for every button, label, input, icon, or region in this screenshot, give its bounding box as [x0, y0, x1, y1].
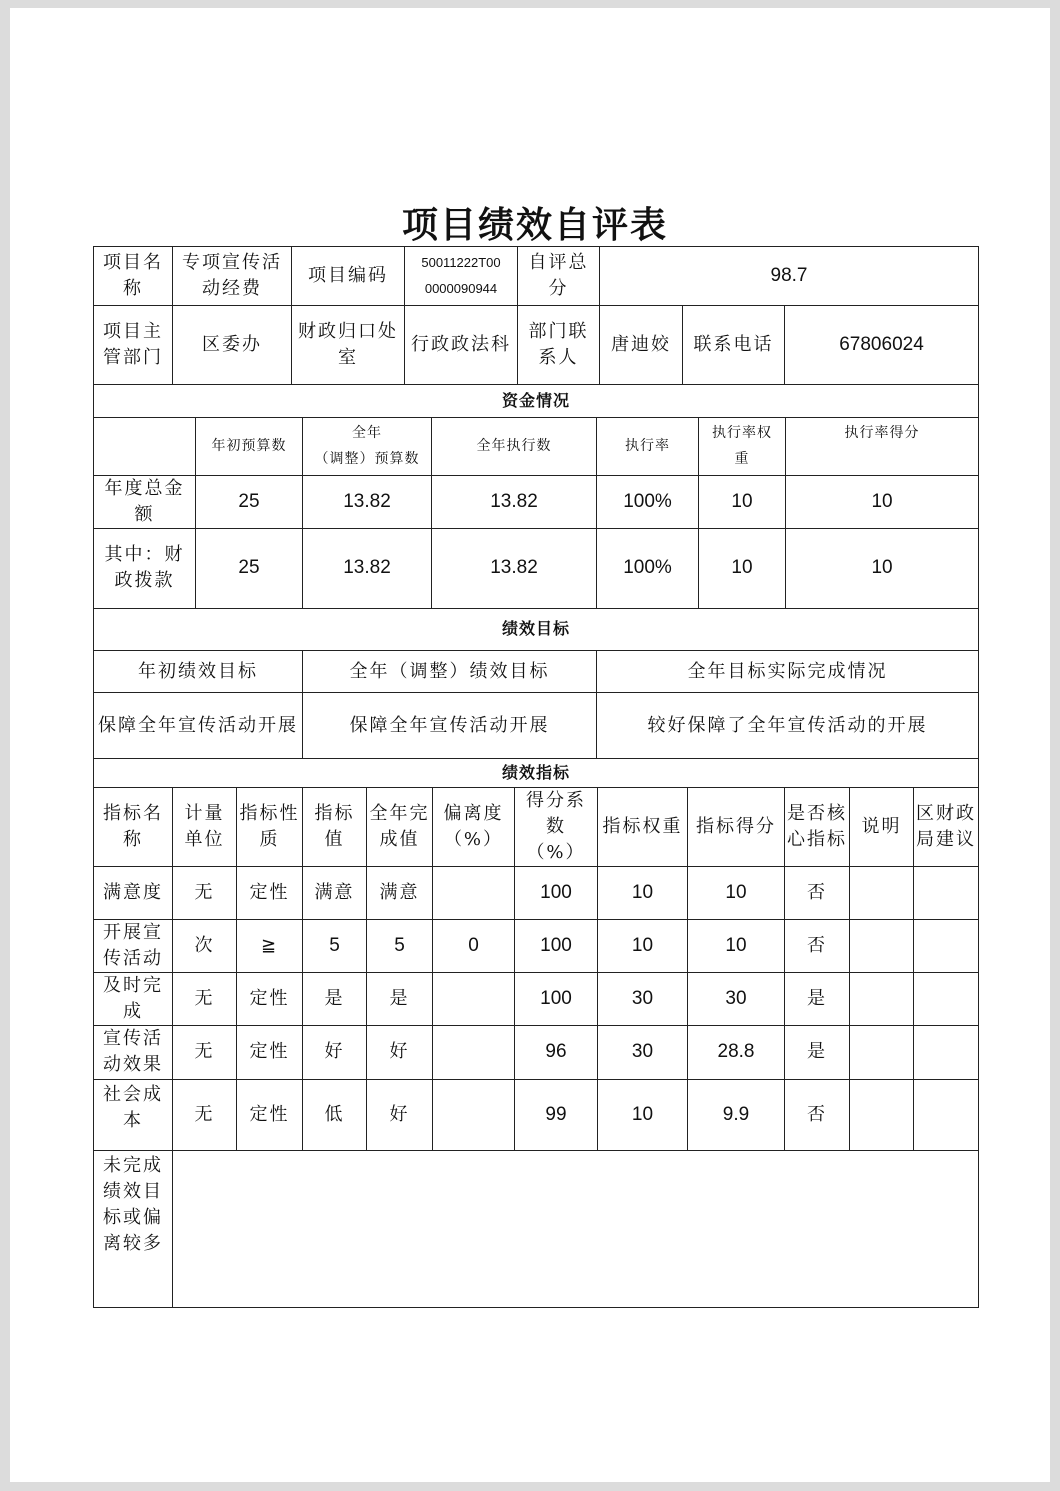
funds-row-executed: 13.82	[432, 475, 597, 528]
ind-weight: 10	[598, 866, 688, 919]
goals-col-adjusted: 全年（调整）绩效目标	[303, 651, 597, 693]
funds-table	[93, 385, 979, 609]
indicator-row	[94, 972, 979, 1025]
ind-deviation	[433, 866, 515, 919]
indicators-table	[93, 759, 979, 1308]
funds-row-executed: 13.82	[432, 528, 597, 608]
ind-weight: 30	[598, 1025, 688, 1079]
ind-weight: 30	[598, 972, 688, 1025]
project-code-line2: 0000090944	[424, 281, 498, 296]
ind-header-score: 指标得分	[688, 787, 785, 866]
goals-col-actual: 全年目标实际完成情况	[597, 651, 979, 693]
ind-header-coef-line2: （%）	[526, 841, 586, 863]
ind-header-deviation	[433, 787, 515, 866]
ind-core: 否	[785, 1079, 850, 1150]
dept-value: 区委办	[173, 306, 292, 385]
funds-row-adjusted: 13.82	[303, 528, 432, 608]
self-score-value: 98.7	[600, 247, 979, 306]
funds-col-weight-line1: 执行率权	[712, 425, 772, 441]
ind-deviation	[433, 972, 515, 1025]
page-title: 项目绩效自评表	[401, 204, 668, 246]
funds-col-rate: 执行率	[597, 417, 699, 475]
contact-value: 唐迪姣	[600, 306, 683, 385]
funds-col-executed: 全年执行数	[432, 417, 597, 475]
ind-header-coef	[515, 787, 598, 866]
funds-row	[94, 528, 979, 608]
indicator-row	[94, 1079, 979, 1150]
indicators-section-title: 绩效指标	[94, 759, 979, 787]
ind-deviation	[433, 1079, 515, 1150]
ind-nature: 定性	[237, 866, 303, 919]
ind-annual: 满意	[367, 866, 433, 919]
ind-note	[850, 1025, 914, 1079]
ind-header-deviation-line1: 偏离度	[443, 802, 504, 824]
contact-label: 部门联系人	[518, 306, 600, 385]
funds-row-rate: 100%	[597, 528, 699, 608]
funds-row-initial: 25	[196, 528, 303, 608]
ind-name: 开展宣传活动	[94, 919, 173, 972]
finance-office-label: 财政归口处室	[292, 306, 405, 385]
ind-core: 否	[785, 919, 850, 972]
ind-header-core: 是否核心指标	[785, 787, 850, 866]
funds-row-score: 10	[786, 475, 979, 528]
ind-annual: 5	[367, 919, 433, 972]
funds-col-weight-line2: 重	[734, 451, 750, 467]
ind-score: 28.8	[688, 1025, 785, 1079]
ind-value: 满意	[303, 866, 367, 919]
funds-row	[94, 475, 979, 528]
ind-core: 否	[785, 866, 850, 919]
phone-value: 67806024	[785, 306, 979, 385]
ind-header-deviation-line2: （%）	[443, 828, 504, 850]
ind-nature: 定性	[237, 972, 303, 1025]
goal-adjusted-text: 保障全年宣传活动开展	[303, 693, 597, 759]
ind-note	[850, 1079, 914, 1150]
ind-score: 30	[688, 972, 785, 1025]
ind-name: 宣传活动效果	[94, 1025, 173, 1079]
unfinished-label: 未完成绩效目标或偏离较多	[94, 1150, 173, 1307]
funds-row-rate: 100%	[597, 475, 699, 528]
goals-col-initial: 年初绩效目标	[94, 651, 303, 693]
ind-header-name: 指标名称	[94, 787, 173, 866]
funds-row-label: 其中：财政拨款	[94, 528, 196, 608]
ind-coef: 100	[515, 919, 598, 972]
ind-advice	[914, 972, 979, 1025]
ind-name: 社会成本	[94, 1079, 173, 1150]
ind-header-annual: 全年完成值	[367, 787, 433, 866]
funds-row-label: 年度总金额	[94, 475, 196, 528]
ind-unit: 无	[173, 1079, 237, 1150]
goal-initial-text: 保障全年宣传活动开展	[94, 693, 303, 759]
funds-section-title: 资金情况	[94, 385, 979, 417]
ind-score: 10	[688, 919, 785, 972]
ind-value: 低	[303, 1079, 367, 1150]
ind-coef: 100	[515, 866, 598, 919]
ind-coef: 96	[515, 1025, 598, 1079]
ind-unit: 无	[173, 972, 237, 1025]
ind-header-unit: 计量单位	[173, 787, 237, 866]
indicator-row	[94, 866, 979, 919]
ind-value: 好	[303, 1025, 367, 1079]
phone-label: 联系电话	[683, 306, 785, 385]
ind-annual: 是	[367, 972, 433, 1025]
ind-header-value: 指标值	[303, 787, 367, 866]
ind-deviation	[433, 1025, 515, 1079]
ind-nature: 定性	[237, 1079, 303, 1150]
ind-name: 满意度	[94, 866, 173, 919]
funds-header-blank	[94, 417, 196, 475]
self-score-label: 自评总分	[518, 247, 600, 306]
project-code-label: 项目编码	[292, 247, 405, 306]
project-name-label: 项目名称	[94, 247, 173, 306]
ind-header-advice: 区财政局建议	[914, 787, 979, 866]
ind-weight: 10	[598, 919, 688, 972]
goals-section-title: 绩效目标	[94, 609, 979, 651]
ind-header-note: 说明	[850, 787, 914, 866]
ind-core: 是	[785, 972, 850, 1025]
ind-advice	[914, 1025, 979, 1079]
ind-unit: 无	[173, 1025, 237, 1079]
ind-coef: 100	[515, 972, 598, 1025]
ind-note	[850, 919, 914, 972]
ind-deviation: 0	[433, 919, 515, 972]
ind-annual: 好	[367, 1079, 433, 1150]
funds-col-adjusted-line2: （调整）预算数	[314, 451, 420, 467]
project-code-line1: 50011222T00	[421, 255, 501, 270]
funds-col-initial: 年初预算数	[196, 417, 303, 475]
goal-actual-text: 较好保障了全年宣传活动的开展	[597, 693, 979, 759]
unfinished-text	[173, 1150, 979, 1307]
funds-col-adjusted-line1: 全年	[352, 425, 382, 441]
ind-annual: 好	[367, 1025, 433, 1079]
ind-header-coef-line1: 得分系数	[526, 789, 586, 837]
ind-header-weight: 指标权重	[598, 787, 688, 866]
ind-advice	[914, 919, 979, 972]
ind-score: 9.9	[688, 1079, 785, 1150]
ind-advice	[914, 1079, 979, 1150]
ind-header-nature: 指标性质	[237, 787, 303, 866]
ind-value: 是	[303, 972, 367, 1025]
evaluation-form	[93, 246, 978, 1308]
ind-value: 5	[303, 919, 367, 972]
ind-nature: ≧	[237, 919, 303, 972]
ind-unit: 次	[173, 919, 237, 972]
indicator-row	[94, 919, 979, 972]
indicator-row	[94, 1025, 979, 1079]
funds-row-weight: 10	[699, 475, 786, 528]
project-code-value	[405, 247, 518, 306]
ind-unit: 无	[173, 866, 237, 919]
funds-row-adjusted: 13.82	[303, 475, 432, 528]
funds-row-weight: 10	[699, 528, 786, 608]
funds-row-initial: 25	[196, 475, 303, 528]
ind-coef: 99	[515, 1079, 598, 1150]
funds-col-adjusted	[303, 417, 432, 475]
finance-office-value: 行政政法科	[405, 306, 518, 385]
project-name-value: 专项宣传活动经费	[173, 247, 292, 306]
ind-score: 10	[688, 866, 785, 919]
goals-table	[93, 609, 979, 760]
ind-advice	[914, 866, 979, 919]
ind-note	[850, 972, 914, 1025]
funds-row-score: 10	[786, 528, 979, 608]
funds-col-score: 执行率得分	[786, 417, 979, 475]
project-info-table	[93, 246, 979, 385]
ind-weight: 10	[598, 1079, 688, 1150]
ind-nature: 定性	[237, 1025, 303, 1079]
funds-col-weight	[699, 417, 786, 475]
dept-label: 项目主管部门	[94, 306, 173, 385]
ind-core: 是	[785, 1025, 850, 1079]
ind-name: 及时完成	[94, 972, 173, 1025]
ind-note	[850, 866, 914, 919]
